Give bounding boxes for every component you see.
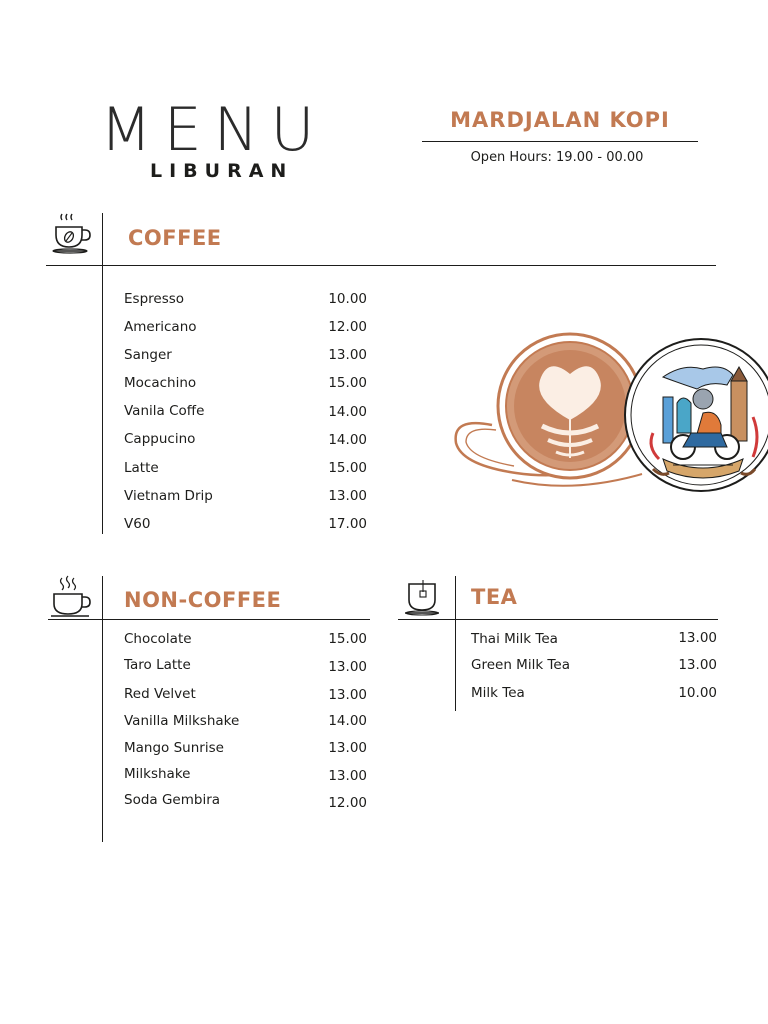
menu-subtitle: LIBURAN <box>150 160 294 182</box>
menu-item-name: Milk Tea <box>471 685 525 701</box>
menu-item-price: 10.00 <box>678 685 717 701</box>
menu-item-price: 15.00 <box>328 460 367 476</box>
menu-item-name: Vietnam Drip <box>124 488 213 504</box>
tea-section-title: TEA <box>471 585 518 609</box>
menu-item-price: 15.00 <box>328 375 367 391</box>
noncoffee-header-divider <box>48 619 370 620</box>
coffee-header-divider <box>46 265 716 266</box>
menu-item-name: Soda Gembira <box>124 792 221 808</box>
menu-item-name: Red Velvet <box>124 686 196 702</box>
menu-item-name: Latte <box>124 460 159 476</box>
menu-item-price: 13.00 <box>678 657 717 673</box>
menu-item-price: 13.00 <box>328 488 367 504</box>
menu-item-price: 12.00 <box>328 319 367 335</box>
menu-item-price: 13.00 <box>328 659 367 675</box>
menu-item-name: Americano <box>124 319 197 335</box>
menu-item-price: 12.00 <box>328 795 367 811</box>
menu-item-price: 14.00 <box>328 404 367 420</box>
menu-item-price: 13.00 <box>328 347 367 363</box>
steaming-cup-icon <box>50 574 94 620</box>
menu-item-name: Milkshake <box>124 766 191 782</box>
coffee-section-title: COFFEE <box>128 226 222 250</box>
menu-item-name: Vanila Coffe <box>124 403 205 419</box>
menu-item-price: 13.00 <box>328 740 367 756</box>
menu-item-price: 14.00 <box>328 713 367 729</box>
menu-item-price: 13.00 <box>678 630 717 646</box>
menu-item-price: 10.00 <box>328 291 367 307</box>
coffee-vertical-divider <box>102 213 103 534</box>
noncoffee-vertical-divider <box>102 576 103 842</box>
menu-item-name: Espresso <box>124 291 185 307</box>
menu-item-price: 17.00 <box>328 516 367 532</box>
brand-divider <box>422 141 698 142</box>
open-hours: Open Hours: 19.00 - 00.00 <box>470 150 644 165</box>
menu-item-name: Taro Latte <box>124 657 191 673</box>
menu-title: MENU <box>100 95 327 165</box>
menu-item-price: 13.00 <box>328 768 367 784</box>
tea-vertical-divider <box>455 576 456 711</box>
menu-item-name: Thai Milk Tea <box>471 631 558 647</box>
menu-item-price: 13.00 <box>328 687 367 703</box>
latte-art-illustration <box>452 330 652 499</box>
menu-item-price: 15.00 <box>328 631 367 647</box>
coffee-cup-icon <box>50 210 92 256</box>
menu-item-name: Mango Sunrise <box>124 740 224 756</box>
brand-name: MARDJALAN KOPI <box>450 108 670 132</box>
menu-item-price: 14.00 <box>328 432 367 448</box>
tea-cup-icon <box>404 578 442 618</box>
menu-item-name: Mocachino <box>124 375 197 391</box>
menu-item-name: V60 <box>124 516 151 532</box>
menu-item-name: Vanilla Milkshake <box>124 713 240 729</box>
mardjalan-kopi-logo <box>623 337 768 501</box>
noncoffee-section-title: NON-COFFEE <box>124 588 282 612</box>
menu-item-name: Chocolate <box>124 631 192 647</box>
tea-header-divider <box>398 619 718 620</box>
menu-item-name: Green Milk Tea <box>471 657 570 673</box>
menu-item-name: Cappucino <box>124 431 196 447</box>
menu-item-name: Sanger <box>124 347 172 363</box>
